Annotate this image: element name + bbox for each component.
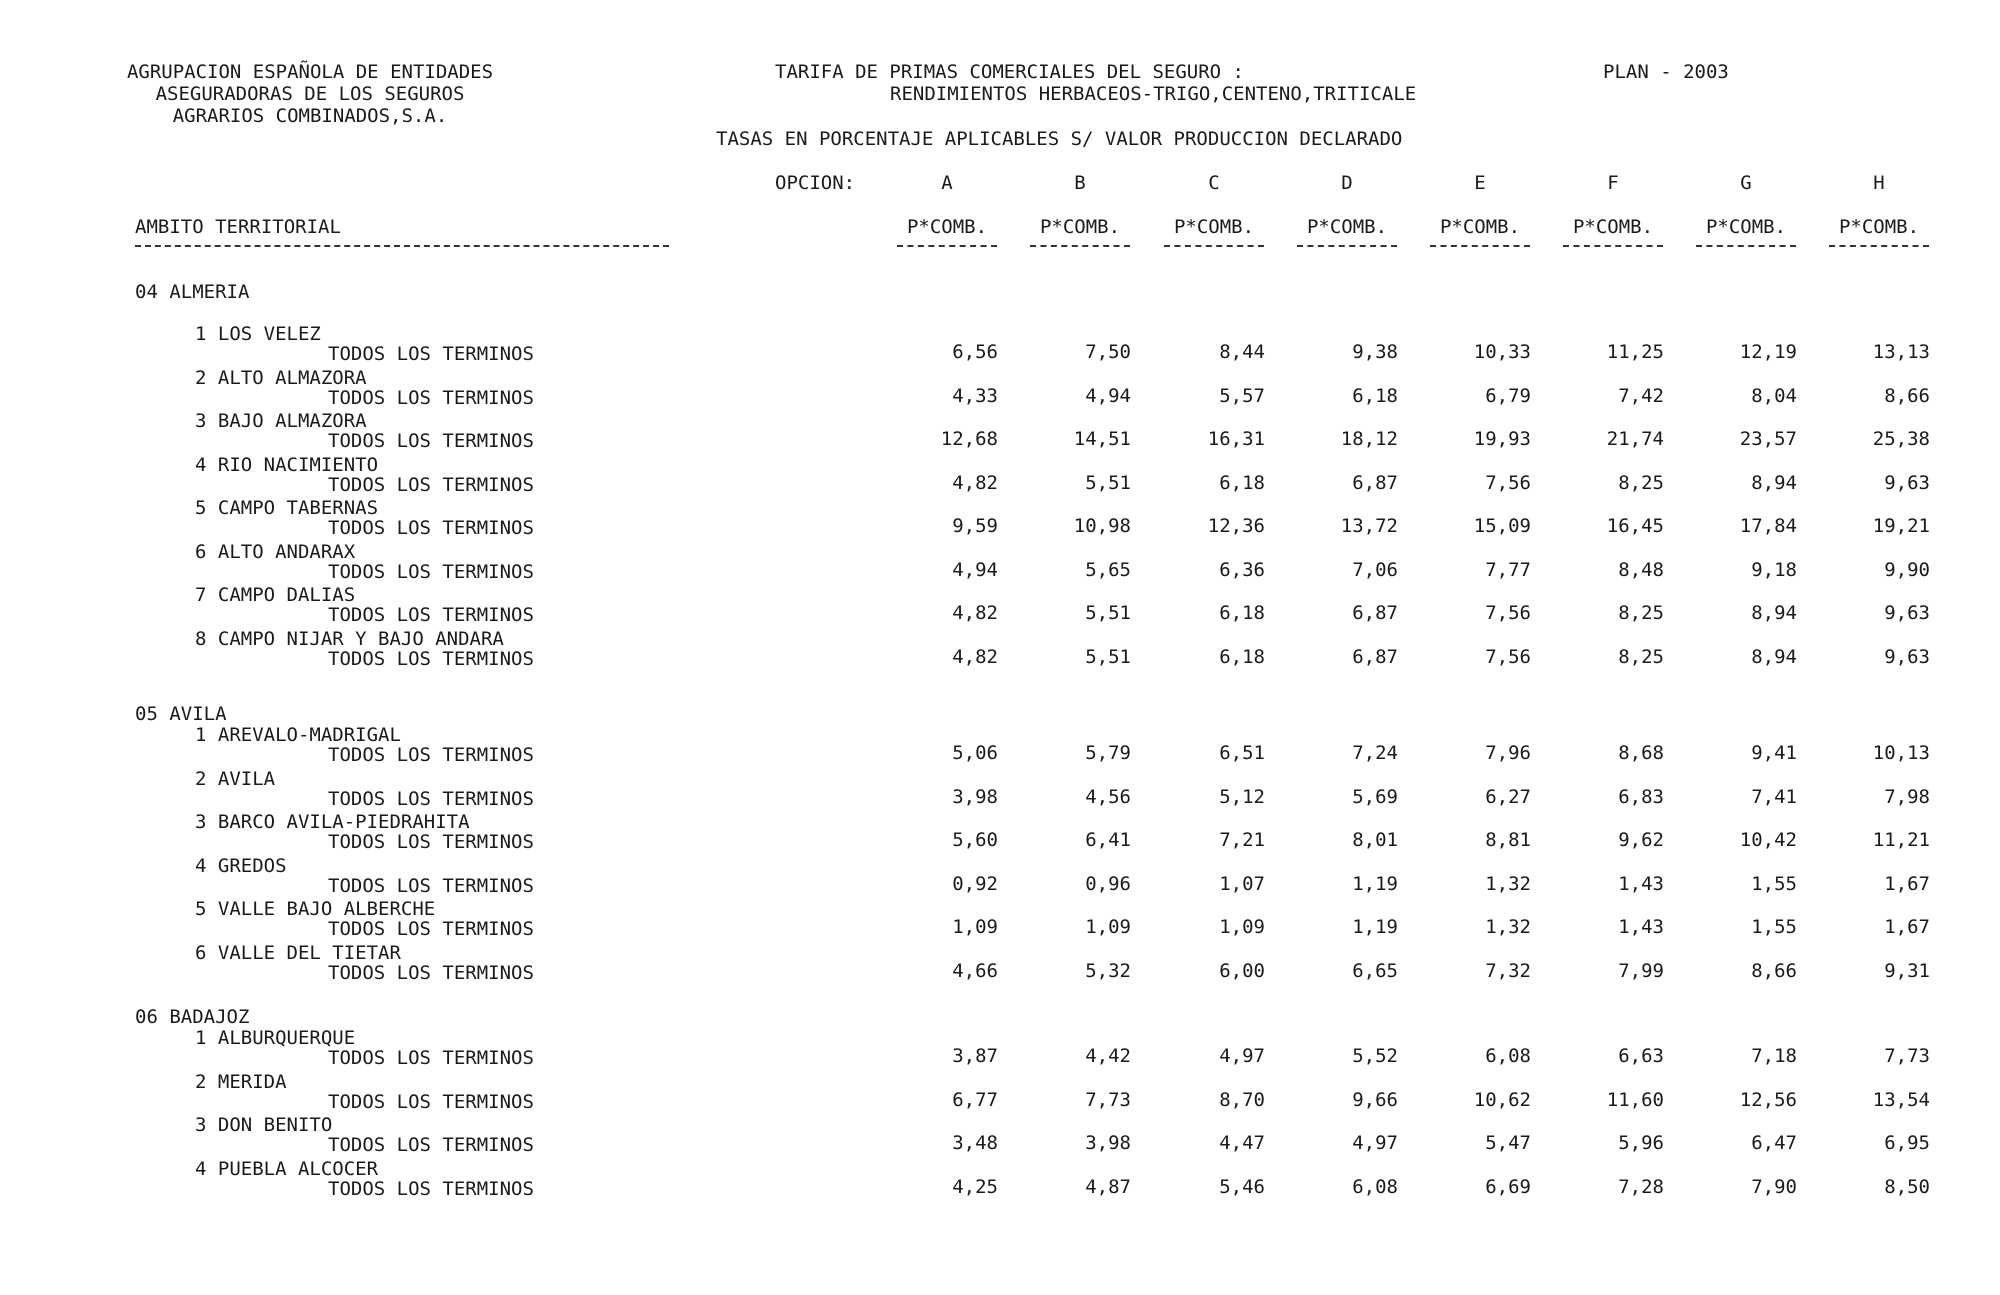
rate-cell-h: 25,38 [1872, 428, 1930, 450]
rate-cell-g: 12,19 [1739, 341, 1797, 363]
rate-cell-c: 1,07 [1219, 873, 1265, 895]
rate-cell-h: 7,98 [1884, 786, 1930, 808]
rate-cell-f: 7,42 [1618, 385, 1664, 407]
rate-cell-c: 8,44 [1219, 341, 1265, 363]
rate-cell-a: 5,60 [952, 829, 998, 851]
rate-cell-g: 9,18 [1751, 559, 1797, 581]
rate-cell-c: 6,00 [1219, 960, 1265, 982]
rate-cell-g: 9,41 [1751, 742, 1797, 764]
rate-cell-e: 1,32 [1485, 873, 1531, 895]
rate-cell-b: 5,51 [1085, 602, 1131, 624]
rate-cell-e: 7,56 [1485, 472, 1531, 494]
column-header-pcomb: P*COMB. [1572, 216, 1654, 238]
rate-cell-g: 6,47 [1751, 1132, 1797, 1154]
org-line-1: AGRUPACION ESPAÑOLA DE ENTIDADES [126, 61, 494, 83]
rate-cell-b: 5,51 [1085, 472, 1131, 494]
tariff-subtitle: RENDIMIENTOS HERBACEOS-TRIGO,CENTENO,TRITICALE [890, 83, 1417, 105]
rate-cell-g: 10,42 [1739, 829, 1797, 851]
column-header-pcomb: P*COMB. [1173, 216, 1255, 238]
rate-cell-f: 11,60 [1606, 1089, 1664, 1111]
rate-cell-e: 6,27 [1485, 786, 1531, 808]
terms-label: TODOS LOS TERMINOS [328, 343, 534, 365]
rates-description: TASAS EN PORCENTAJE APLICABLES S/ VALOR PRODUCCION DECLARADO [716, 128, 1403, 150]
rate-cell-a: 4,25 [952, 1176, 998, 1198]
rate-cell-a: 9,59 [952, 515, 998, 537]
option-c-header: C [1208, 172, 1220, 194]
rate-cell-d: 9,38 [1352, 341, 1398, 363]
rate-cell-a: 6,56 [952, 341, 998, 363]
province-heading: 06 BADAJOZ [135, 1006, 250, 1028]
rate-cell-a: 12,68 [940, 428, 998, 450]
rate-cell-g: 1,55 [1751, 873, 1797, 895]
rate-cell-b: 3,98 [1085, 1132, 1131, 1154]
terms-label: TODOS LOS TERMINOS [328, 1134, 534, 1156]
terms-label: TODOS LOS TERMINOS [328, 831, 534, 853]
rate-cell-h: 9,31 [1884, 960, 1930, 982]
rate-cell-h: 11,21 [1872, 829, 1930, 851]
rate-cell-f: 6,63 [1618, 1045, 1664, 1067]
rate-cell-f: 8,48 [1618, 559, 1664, 581]
rate-cell-e: 6,08 [1485, 1045, 1531, 1067]
option-label: OPCION: [775, 172, 856, 194]
rate-cell-f: 1,43 [1618, 916, 1664, 938]
rate-cell-f: 8,25 [1618, 472, 1664, 494]
rate-cell-a: 4,82 [952, 472, 998, 494]
rate-cell-d: 9,66 [1352, 1089, 1398, 1111]
region-name: 2 ALTO ALMAZORA [195, 367, 367, 389]
rate-cell-e: 19,93 [1473, 428, 1531, 450]
rate-cell-b: 4,87 [1085, 1176, 1131, 1198]
terms-label: TODOS LOS TERMINOS [328, 744, 534, 766]
plan-label: PLAN - 2003 [1603, 61, 1729, 83]
rate-cell-e: 10,33 [1473, 341, 1531, 363]
org-line-3: AGRARIOS COMBINADOS,S.A. [172, 105, 448, 127]
rate-cell-h: 8,50 [1884, 1176, 1930, 1198]
rate-cell-e: 15,09 [1473, 515, 1531, 537]
rate-cell-a: 4,33 [952, 385, 998, 407]
rate-cell-b: 14,51 [1073, 428, 1131, 450]
rate-cell-h: 9,63 [1884, 602, 1930, 624]
column-header-pcomb: P*COMB. [1439, 216, 1521, 238]
terms-label: TODOS LOS TERMINOS [328, 474, 534, 496]
rate-cell-e: 6,79 [1485, 385, 1531, 407]
tariff-title: TARIFA DE PRIMAS COMERCIALES DEL SEGURO : [775, 61, 1244, 83]
terms-label: TODOS LOS TERMINOS [328, 648, 534, 670]
column-header-pcomb: P*COMB. [1306, 216, 1388, 238]
region-name: 4 RIO NACIMIENTO [195, 454, 379, 476]
rate-cell-c: 6,18 [1219, 646, 1265, 668]
rate-cell-e: 8,81 [1485, 829, 1531, 851]
terms-label: TODOS LOS TERMINOS [328, 1047, 534, 1069]
option-d-header: D [1341, 172, 1353, 194]
rate-cell-b: 5,32 [1085, 960, 1131, 982]
terms-label: TODOS LOS TERMINOS [328, 918, 534, 940]
region-name: 1 ALBURQUERQUE [195, 1027, 356, 1049]
rate-cell-h: 1,67 [1884, 873, 1930, 895]
rate-cell-h: 1,67 [1884, 916, 1930, 938]
rate-cell-b: 4,94 [1085, 385, 1131, 407]
rate-cell-h: 6,95 [1884, 1132, 1930, 1154]
region-name: 7 CAMPO DALIAS [195, 584, 356, 606]
rate-cell-a: 5,06 [952, 742, 998, 764]
terms-label: TODOS LOS TERMINOS [328, 1178, 534, 1200]
rate-cell-d: 4,97 [1352, 1132, 1398, 1154]
region-name: 3 DON BENITO [195, 1114, 333, 1136]
rate-cell-e: 1,32 [1485, 916, 1531, 938]
rate-cell-d: 1,19 [1352, 873, 1398, 895]
province-heading: 05 AVILA [135, 703, 227, 725]
rate-cell-e: 10,62 [1473, 1089, 1531, 1111]
rate-cell-f: 9,62 [1618, 829, 1664, 851]
option-b-header: B [1074, 172, 1086, 194]
rate-cell-b: 6,41 [1085, 829, 1131, 851]
rate-cell-g: 12,56 [1739, 1089, 1797, 1111]
rate-cell-f: 11,25 [1606, 341, 1664, 363]
rate-cell-d: 6,65 [1352, 960, 1398, 982]
terms-label: TODOS LOS TERMINOS [328, 962, 534, 984]
rate-cell-a: 3,87 [952, 1045, 998, 1067]
rate-cell-b: 1,09 [1085, 916, 1131, 938]
rate-cell-g: 23,57 [1739, 428, 1797, 450]
option-e-header: E [1474, 172, 1486, 194]
option-g-header: G [1740, 172, 1752, 194]
rate-cell-c: 5,57 [1219, 385, 1265, 407]
rate-cell-f: 7,99 [1618, 960, 1664, 982]
province-heading: 04 ALMERIA [135, 281, 250, 303]
rate-cell-b: 5,65 [1085, 559, 1131, 581]
rate-cell-h: 9,63 [1884, 472, 1930, 494]
column-header-pcomb: P*COMB. [1705, 216, 1787, 238]
terms-label: TODOS LOS TERMINOS [328, 517, 534, 539]
rate-cell-b: 7,73 [1085, 1089, 1131, 1111]
rate-cell-f: 6,83 [1618, 786, 1664, 808]
org-line-2: ASEGURADORAS DE LOS SEGUROS [155, 83, 465, 105]
rate-cell-a: 3,48 [952, 1132, 998, 1154]
terms-label: TODOS LOS TERMINOS [328, 875, 534, 897]
rate-cell-h: 9,90 [1884, 559, 1930, 581]
rate-cell-e: 5,47 [1485, 1132, 1531, 1154]
rate-cell-c: 4,47 [1219, 1132, 1265, 1154]
region-name: 6 ALTO ANDARAX [195, 541, 356, 563]
region-name: 5 VALLE BAJO ALBERCHE [195, 898, 436, 920]
rate-cell-e: 7,56 [1485, 646, 1531, 668]
rate-cell-a: 4,94 [952, 559, 998, 581]
rate-cell-f: 8,25 [1618, 602, 1664, 624]
rate-cell-g: 1,55 [1751, 916, 1797, 938]
rate-cell-a: 0,92 [952, 873, 998, 895]
terms-label: TODOS LOS TERMINOS [328, 387, 534, 409]
rate-cell-d: 6,08 [1352, 1176, 1398, 1198]
rate-cell-f: 16,45 [1606, 515, 1664, 537]
rate-cell-e: 7,96 [1485, 742, 1531, 764]
region-name: 1 LOS VELEZ [195, 323, 321, 345]
region-name: 1 AREVALO-MADRIGAL [195, 724, 401, 746]
terms-label: TODOS LOS TERMINOS [328, 788, 534, 810]
terms-label: TODOS LOS TERMINOS [328, 1091, 534, 1113]
region-name: 2 MERIDA [195, 1071, 287, 1093]
rate-cell-g: 7,41 [1751, 786, 1797, 808]
rate-cell-g: 8,94 [1751, 602, 1797, 624]
region-name: 8 CAMPO NIJAR Y BAJO ANDARA [195, 628, 504, 650]
rate-cell-d: 7,24 [1352, 742, 1398, 764]
rate-cell-f: 8,25 [1618, 646, 1664, 668]
rate-cell-f: 8,68 [1618, 742, 1664, 764]
rate-cell-g: 8,94 [1751, 472, 1797, 494]
rate-cell-c: 4,97 [1219, 1045, 1265, 1067]
rate-cell-d: 7,06 [1352, 559, 1398, 581]
terms-label: TODOS LOS TERMINOS [328, 561, 534, 583]
rate-cell-d: 6,87 [1352, 472, 1398, 494]
rate-cell-a: 3,98 [952, 786, 998, 808]
rate-cell-d: 8,01 [1352, 829, 1398, 851]
region-name: 3 BAJO ALMAZORA [195, 410, 367, 432]
region-name: 6 VALLE DEL TIETAR [195, 942, 401, 964]
rate-cell-e: 7,32 [1485, 960, 1531, 982]
rate-cell-c: 5,12 [1219, 786, 1265, 808]
rate-cell-e: 7,77 [1485, 559, 1531, 581]
option-h-header: H [1873, 172, 1885, 194]
rate-cell-d: 5,69 [1352, 786, 1398, 808]
rate-cell-b: 7,50 [1085, 341, 1131, 363]
region-name: 4 PUEBLA ALCOCER [195, 1158, 379, 1180]
rate-cell-d: 18,12 [1340, 428, 1398, 450]
rate-cell-a: 4,82 [952, 646, 998, 668]
rate-cell-b: 4,56 [1085, 786, 1131, 808]
rate-cell-e: 7,56 [1485, 602, 1531, 624]
rate-cell-c: 6,18 [1219, 472, 1265, 494]
rate-cell-h: 13,54 [1872, 1089, 1930, 1111]
rate-cell-g: 8,04 [1751, 385, 1797, 407]
rate-cell-b: 5,79 [1085, 742, 1131, 764]
rate-cell-h: 8,66 [1884, 385, 1930, 407]
region-name: 3 BARCO AVILA-PIEDRAHITA [195, 811, 470, 833]
option-a-header: A [941, 172, 953, 194]
rate-cell-f: 21,74 [1606, 428, 1664, 450]
rate-cell-h: 19,21 [1872, 515, 1930, 537]
rate-cell-c: 7,21 [1219, 829, 1265, 851]
rate-cell-c: 12,36 [1207, 515, 1265, 537]
rate-cell-c: 6,18 [1219, 602, 1265, 624]
rate-cell-a: 6,77 [952, 1089, 998, 1111]
rate-cell-c: 16,31 [1207, 428, 1265, 450]
rate-cell-d: 13,72 [1340, 515, 1398, 537]
terms-label: TODOS LOS TERMINOS [328, 604, 534, 626]
rate-cell-d: 1,19 [1352, 916, 1398, 938]
rate-cell-h: 9,63 [1884, 646, 1930, 668]
rate-cell-f: 7,28 [1618, 1176, 1664, 1198]
rate-cell-d: 6,87 [1352, 646, 1398, 668]
rate-cell-h: 10,13 [1872, 742, 1930, 764]
rate-cell-g: 7,18 [1751, 1045, 1797, 1067]
rate-cell-b: 10,98 [1073, 515, 1131, 537]
region-name: 5 CAMPO TABERNAS [195, 497, 379, 519]
rate-cell-h: 7,73 [1884, 1045, 1930, 1067]
region-name: 4 GREDOS [195, 855, 287, 877]
rate-cell-g: 8,94 [1751, 646, 1797, 668]
rate-cell-f: 5,96 [1618, 1132, 1664, 1154]
rate-cell-a: 1,09 [952, 916, 998, 938]
scope-label: AMBITO TERRITORIAL [135, 216, 341, 238]
rate-cell-b: 4,42 [1085, 1045, 1131, 1067]
rate-cell-c: 6,36 [1219, 559, 1265, 581]
column-header-pcomb: P*COMB. [906, 216, 988, 238]
rate-cell-g: 7,90 [1751, 1176, 1797, 1198]
rate-cell-c: 8,70 [1219, 1089, 1265, 1111]
rate-cell-b: 5,51 [1085, 646, 1131, 668]
region-name: 2 AVILA [195, 768, 276, 790]
rate-cell-h: 13,13 [1872, 341, 1930, 363]
rate-cell-c: 5,46 [1219, 1176, 1265, 1198]
rate-cell-a: 4,66 [952, 960, 998, 982]
column-header-pcomb: P*COMB. [1039, 216, 1121, 238]
rate-cell-e: 6,69 [1485, 1176, 1531, 1198]
rate-cell-c: 1,09 [1219, 916, 1265, 938]
rate-cell-a: 4,82 [952, 602, 998, 624]
rate-cell-b: 0,96 [1085, 873, 1131, 895]
rate-cell-g: 8,66 [1751, 960, 1797, 982]
option-f-header: F [1607, 172, 1619, 194]
terms-label: TODOS LOS TERMINOS [328, 430, 534, 452]
rate-cell-c: 6,51 [1219, 742, 1265, 764]
rate-cell-g: 17,84 [1739, 515, 1797, 537]
rate-cell-f: 1,43 [1618, 873, 1664, 895]
rate-cell-d: 6,87 [1352, 602, 1398, 624]
rate-cell-d: 6,18 [1352, 385, 1398, 407]
column-header-pcomb: P*COMB. [1838, 216, 1920, 238]
rate-cell-d: 5,52 [1352, 1045, 1398, 1067]
